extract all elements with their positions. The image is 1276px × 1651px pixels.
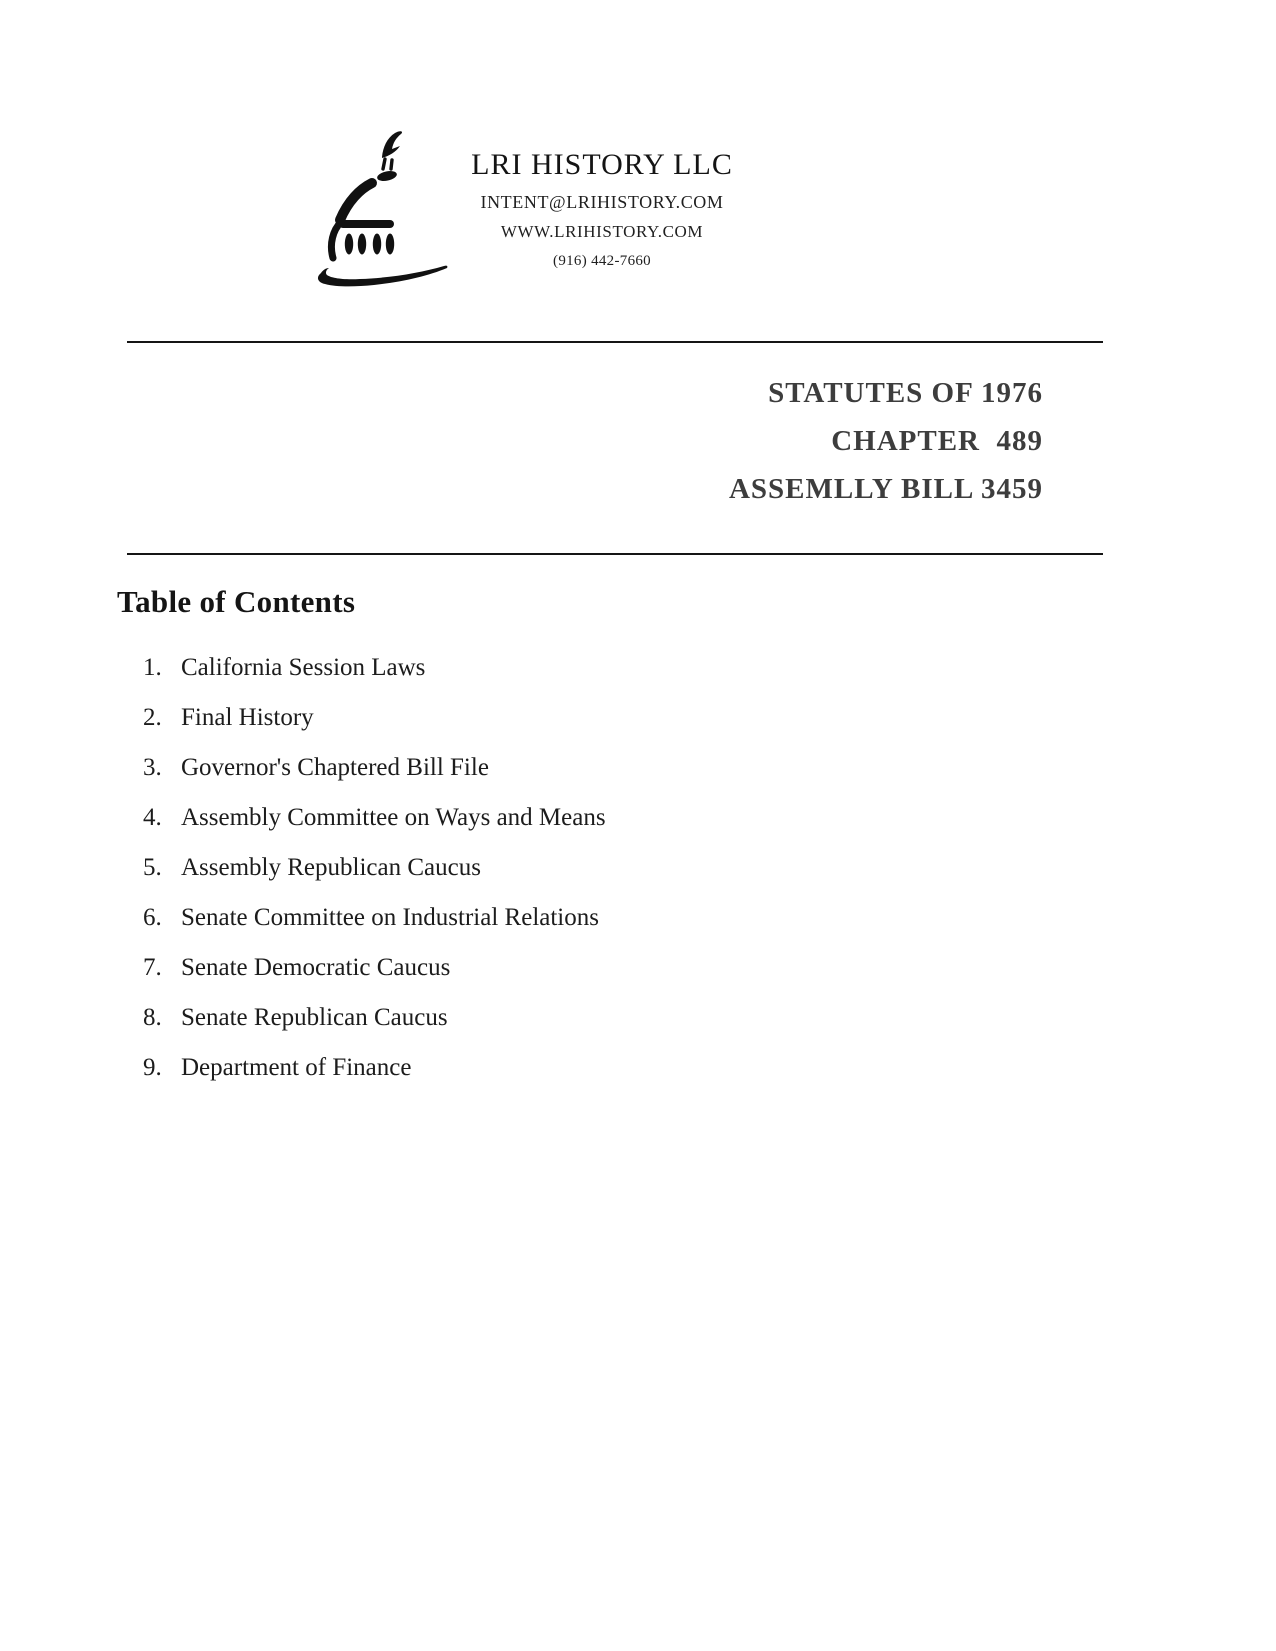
toc-item-label: Department of Finance — [181, 1054, 412, 1081]
header — [446, 148, 758, 270]
toc-item — [143, 902, 606, 934]
bill-reference-block — [127, 369, 1043, 513]
horizontal-rule-top — [127, 341, 1103, 343]
statutes-line: STATUTES OF 1976 — [768, 377, 1043, 409]
toc-item-number: 6. — [143, 904, 162, 931]
toc-item-number: 9. — [143, 1054, 162, 1081]
toc-item — [143, 702, 606, 734]
toc-title: Table of Contents — [117, 584, 356, 619]
company-email: INTENT@LRIHISTORY.COM — [480, 191, 724, 212]
toc-item-number: 8. — [143, 1004, 162, 1031]
company-phone: (916) 442-7660 — [553, 252, 651, 269]
toc-item — [143, 852, 606, 884]
toc-item — [143, 952, 606, 984]
company-name: LRI HISTORY LLC — [471, 148, 733, 181]
toc-item-label: Final History — [181, 704, 314, 731]
toc-item-label: Assembly Committee on Ways and Means — [181, 804, 606, 831]
toc-item — [143, 752, 606, 784]
toc-item — [143, 1002, 606, 1034]
toc-item-number: 4. — [143, 804, 162, 831]
toc-item-label: California Session Laws — [181, 654, 426, 681]
toc-list — [143, 652, 606, 1102]
toc-item-label: Assembly Republican Caucus — [181, 854, 481, 881]
chapter-line: CHAPTER 489 — [831, 425, 1043, 457]
capitol-dome-logo-icon — [296, 124, 450, 292]
toc-item-number: 3. — [143, 754, 162, 781]
toc-item — [143, 802, 606, 834]
toc-item-number: 7. — [143, 954, 162, 981]
toc-item-label: Governor's Chaptered Bill File — [181, 754, 489, 781]
bill-line: ASSEMLLY BILL 3459 — [728, 473, 1043, 505]
toc-item-number: 2. — [143, 704, 162, 731]
toc-item-label: Senate Republican Caucus — [181, 1004, 448, 1031]
toc-item-label: Senate Democratic Caucus — [181, 954, 451, 981]
toc-item-number: 1. — [143, 654, 162, 681]
toc-item-label: Senate Committee on Industrial Relations — [181, 904, 599, 931]
horizontal-rule-bottom — [127, 553, 1103, 555]
toc-item — [143, 1052, 606, 1084]
toc-item-number: 5. — [143, 854, 162, 881]
company-website: WWW.LRIHISTORY.COM — [500, 221, 704, 241]
toc-item — [143, 652, 606, 684]
